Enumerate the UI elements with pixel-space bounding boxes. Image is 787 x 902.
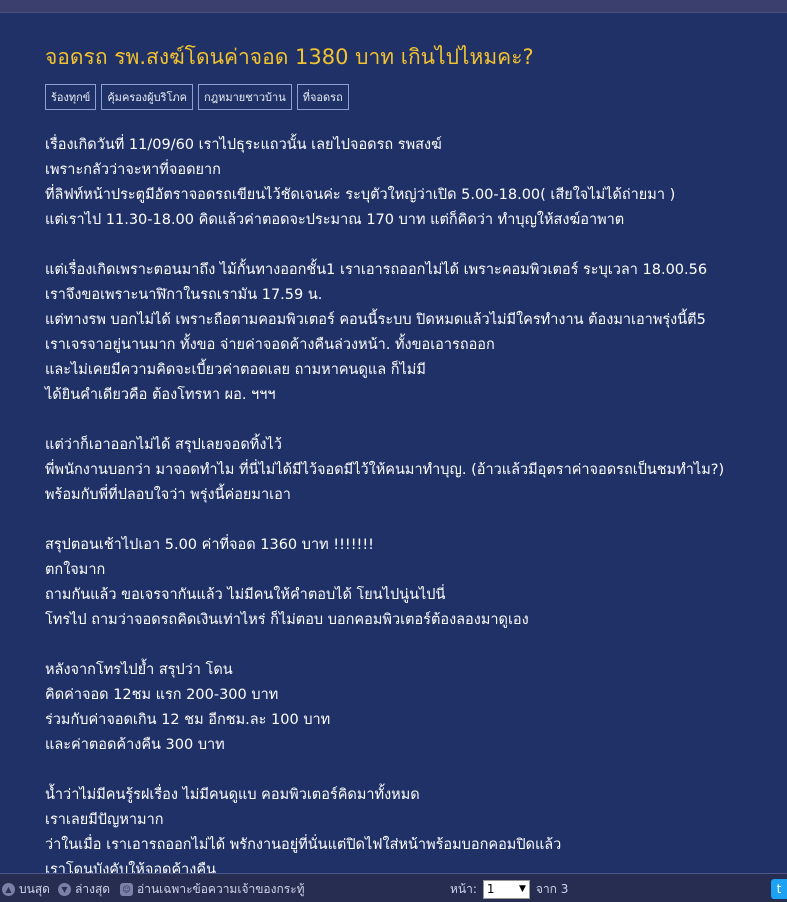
body-line: โทรไป ถามว่าจอดรถคิดเงินเท่าไหร่ ก็ไม่ตอบ บอกคอมพิวเตอร์ต้องลองมาดูเอง (45, 612, 529, 628)
body-line: และไม่เคยมีความคิดจะเบี้ยวค่าตอดเลย ถามหาคนดูแล ก็ไม่มี (45, 362, 426, 378)
paragraph-gap (45, 233, 785, 258)
top-strip (0, 0, 787, 13)
chevron-up-icon: ▲ (2, 883, 15, 896)
body-line: เราโดนบังคับให้จอดค้างคืน (45, 862, 216, 873)
body-line: เรื่องเกิดวันที่ 11/09/60 เราไปธุระแถวนั้น เลยไปจอดรถ รพสงฆ์ (45, 137, 442, 153)
body-line: สรุปตอนเช้าไปเอา 5.00 ค่าที่จอด 1360 บาท !!!!!!! (45, 537, 374, 553)
scroll-bottom-label: ล่างสุด (75, 882, 111, 896)
body-line: ตกใจมาก (45, 562, 106, 578)
post-container (0, 13, 787, 873)
body-line: แต่ว่าก็เอาออกไม่ได้ สรุปเลยจอดทิ้งไว้ (45, 437, 282, 453)
body-line: ที่ลิฟท์หน้าประตูมีอัตราจอดรถเขียนไว้ชัดเจนค่ะ ระบุตัวใหญ่ว่าเปิด 5.00-18.00( เสียใจไม่ได้ถ่ายมา ) (45, 187, 676, 203)
body-line: ได้ยินคำเดียวคือ ต้องโทรหา ผอ. ฯฯฯ (45, 387, 276, 403)
chevron-down-icon: ▼ (58, 883, 71, 896)
bottom-toolbar (0, 873, 787, 902)
scroll-top-label: บนสุด (19, 882, 50, 896)
tag-parking[interactable]: ที่จอดรถ (297, 84, 349, 110)
body-line: เราจึงขอเพราะนาฬิกาในรถเรามัน 17.59 น. (45, 287, 323, 303)
paragraph-gap (45, 633, 785, 658)
body-line: ร่วมกับค่าจอดเกิน 12 ชม อีกชม.ละ 100 บาท (45, 712, 331, 728)
paragraph-gap (45, 408, 785, 433)
post-body (45, 133, 785, 873)
tag-consumer-protection[interactable]: คุ้มครองผู้บริโภค (101, 84, 193, 110)
body-line: ถามกันแล้ว ขอเจรจากันแล้ว ไม่มีคนให้คำตอบได้ โยนไปนู่นไปนี่ (45, 587, 446, 603)
body-line: คิดค่าจอด 12ชม แรก 200-300 บาท (45, 687, 279, 703)
body-line: และค่าตอดค้างคืน 300 บาท (45, 737, 225, 753)
body-line: แต่ทางรพ บอกไม่ได้ เพราะถือตามคอมพิวเตอร์ คอนนี้ระบบ ปิดหมดแล้วไม่มีใครทำงาน ต้องมาเอาพรุ่งนี้ตี5 (45, 312, 706, 328)
paragraph-gap (45, 508, 785, 533)
person-icon: ☺ (120, 883, 133, 896)
body-line: หลังจากโทรไปย้ำ สรุปว่า โดน (45, 662, 233, 678)
paragraph-gap (45, 758, 785, 783)
body-line: เราเจรจาอยู่นานมาก ทั้งขอ จ่ายค่าจอดค้างคืนล่วงหน้า. ทั้งขอเอารถออก (45, 337, 495, 353)
page-select-value: 1 (486, 882, 495, 896)
owner-only-button[interactable] (120, 880, 305, 899)
post-title: จอดรถ รพ.สงฆ์โดนค่าจอด 1380 บาท เกินไปไหมคะ? (45, 45, 534, 69)
dropdown-arrow-icon: ▼ (518, 884, 526, 894)
page-label: หน้า: (450, 882, 477, 896)
tag-complaint[interactable]: ร้องทุกข์ (45, 84, 96, 110)
body-line: เราเลยมีปัญหามาก (45, 812, 164, 828)
page-total-label: จาก 3 (535, 882, 569, 896)
scroll-top-button[interactable] (2, 880, 50, 899)
page-select[interactable] (483, 880, 530, 899)
body-line: ว่าในเมื่อ เราเอารถออกไม่ได้ พรักงานอยู่ที่นั่นแต่ปิดไฟใส่หน้าพร้อมบอกคอมปิดแล้ว (45, 837, 562, 853)
owner-only-label: อ่านเฉพาะข้อความเจ้าของกระทู้ (137, 882, 305, 896)
body-line: พร้อมกับพี่ที่ปลอบใจว่า พรุ่งนี้ค่อยมาเอา (45, 487, 291, 503)
body-line: พี่พนักงานบอกว่า มาจอดทำไม ที่นี่ไม่ได้มีไว้จอดมีไว้ให้คนมาทำบุญ. (อ้าวแล้วมีอุตราค่าจอดรถเป็นชมทำไม?) (45, 462, 725, 478)
scroll-bottom-button[interactable] (58, 880, 110, 899)
twitter-share-icon[interactable]: t (771, 879, 787, 899)
tag-list (45, 84, 354, 110)
tag-civil-law[interactable]: กฎหมายชาวบ้าน (198, 84, 292, 110)
body-line: เพราะกลัวว่าจะหาที่จอดยาก (45, 162, 221, 178)
body-line: แต่เรื่องเกิดเพราะตอนมาถึง ไม้กั้นทางออกชั้น1 เราเอารถออกไม่ได้ เพราะคอมพิวเตอร์ ระบุเวลา 18.00.56 (45, 262, 708, 278)
body-line: แต่เราไป 11.30-18.00 คิดแล้วค่าตอดจะประมาณ 170 บาท แต่ก็คิดว่า ทำบุญให้สงฆ์อาพาต (45, 212, 625, 228)
pager (450, 880, 568, 899)
body-line: น้ำว่าไม่มีคนรู้รฝเรื่อง ไม่มีคนดูแบ คอมพิวเตอร์คิดมาทั้งหมด (45, 787, 420, 803)
